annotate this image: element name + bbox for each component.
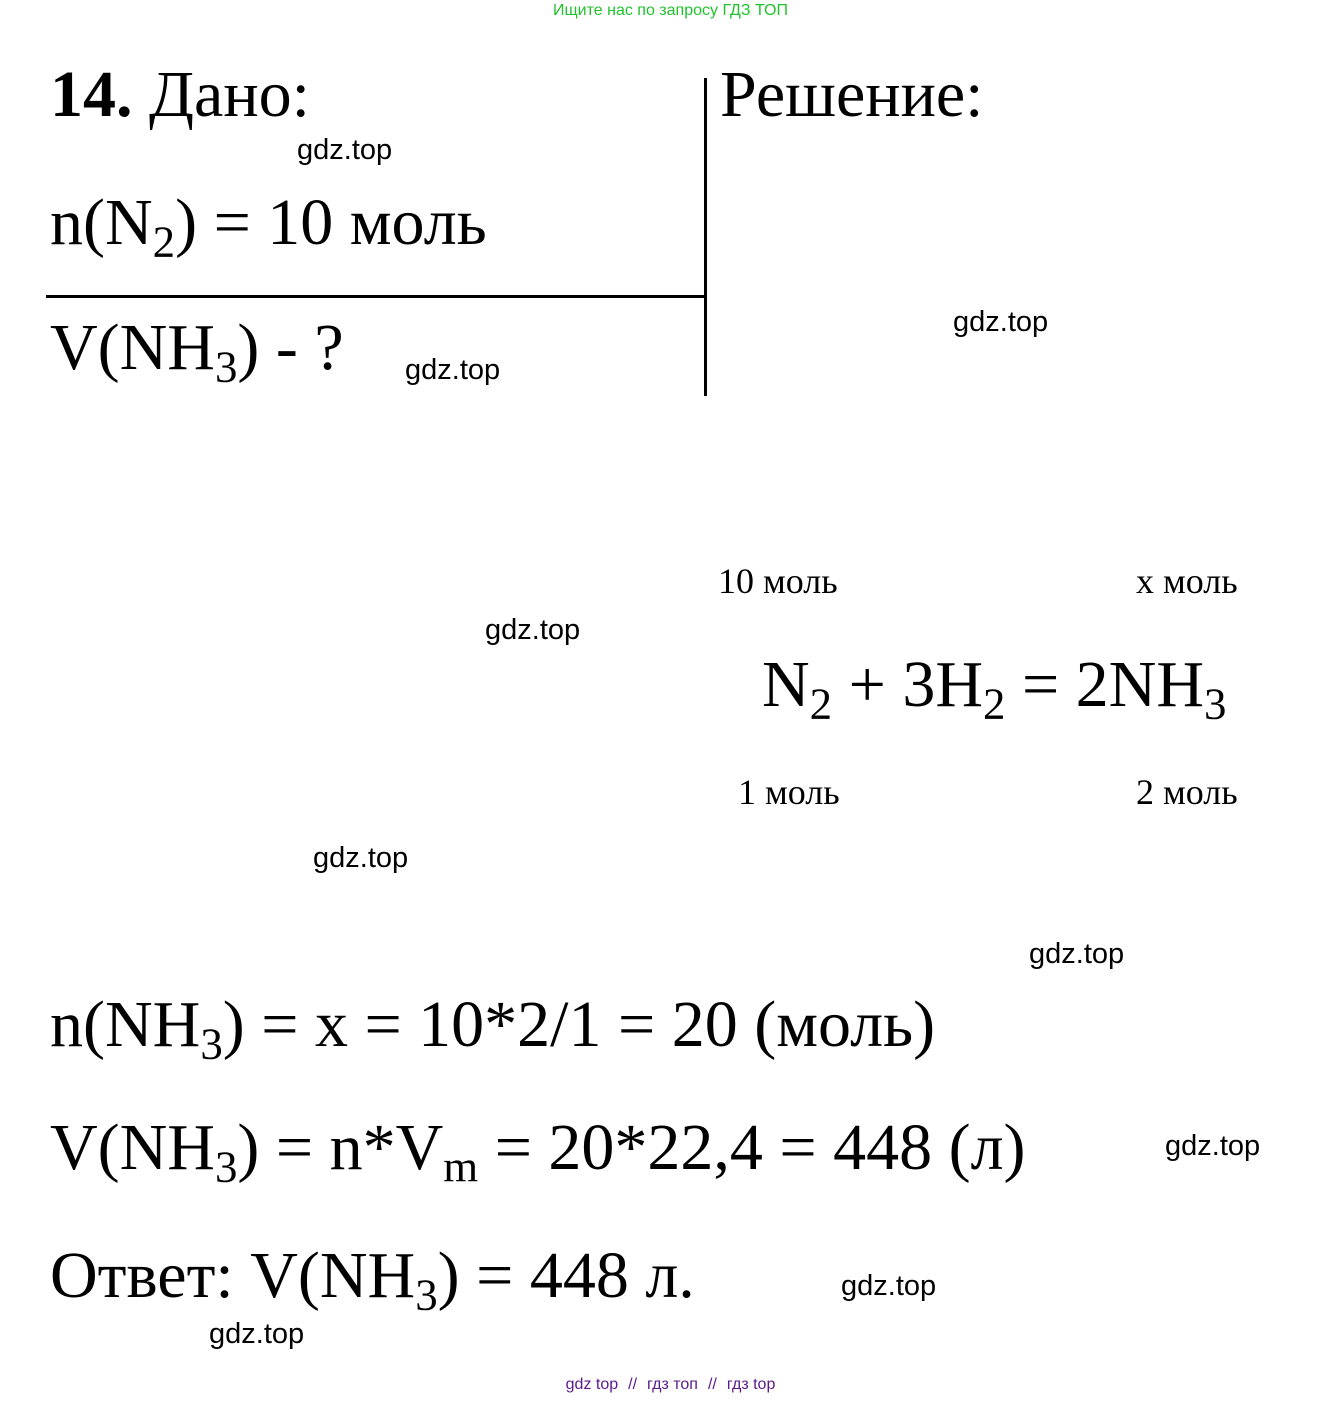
reaction-below-right: 2 моль	[1136, 772, 1238, 812]
answer: Ответ: $V(NH_3) = 448$ л.	[50, 1239, 695, 1320]
watermark: gdz.top	[297, 134, 393, 166]
footer-separator: //	[707, 1376, 717, 1393]
watermark: gdz.top	[209, 1318, 305, 1350]
task-header	[50, 58, 310, 131]
reaction-below-left: 1 моль	[738, 772, 840, 812]
table-horizontal-divider	[46, 295, 706, 298]
footer-links	[0, 1377, 1341, 1393]
watermark: gdz.top	[1165, 1130, 1261, 1162]
reaction-above-left: 10 моль	[718, 561, 838, 601]
footer-link[interactable]: gdz top	[565, 1376, 619, 1393]
reaction-equation: $N_2 + 3H_2 = 2NH_3$	[762, 648, 1227, 729]
find-value: $V(NH_3)$ - ?	[50, 311, 344, 392]
watermark: gdz.top	[485, 614, 581, 646]
watermark: gdz.top	[1029, 938, 1125, 970]
watermark: gdz.top	[953, 306, 1049, 338]
calc-volume: $V(NH_3) = n*V_m = 20*22,4 = 448$ (л)	[50, 1111, 1026, 1192]
watermark: gdz.top	[841, 1270, 937, 1302]
reaction-above-right: x моль	[1136, 561, 1238, 601]
watermark: gdz.top	[405, 354, 501, 386]
task-number: 14.	[50, 58, 133, 131]
given-label: Дано:	[149, 58, 310, 131]
solution-label: Решение:	[720, 58, 984, 131]
table-vertical-divider	[704, 78, 707, 396]
calc-moles: $n(NH_3) = x = 10*2/1 = 20$ (моль)	[50, 988, 936, 1069]
footer-link[interactable]: гдз top	[726, 1376, 776, 1393]
given-value: $n(N_2) = 10$ моль	[50, 186, 487, 267]
watermark: gdz.top	[313, 842, 409, 874]
top-banner: Ищите нас по запросу ГДЗ ТОП	[553, 2, 788, 19]
footer-link[interactable]: гдз топ	[647, 1376, 698, 1393]
footer-separator: //	[628, 1376, 638, 1393]
